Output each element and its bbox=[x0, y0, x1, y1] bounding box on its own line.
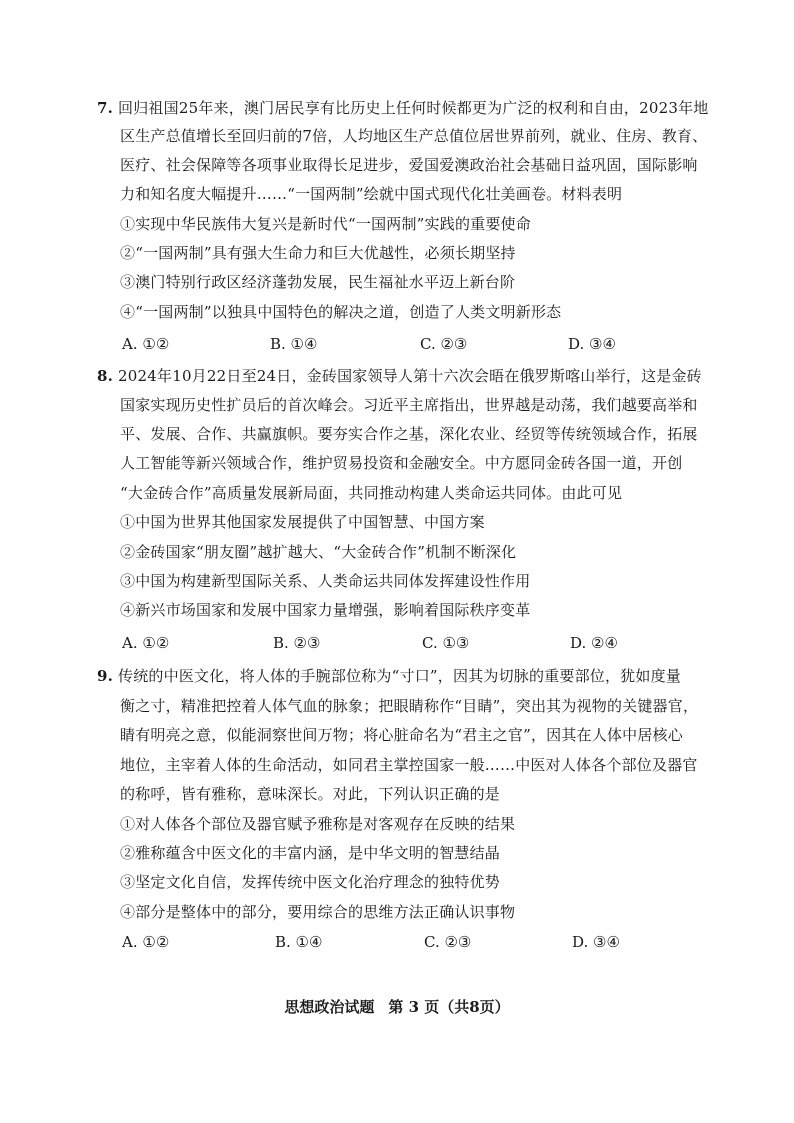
question-stem-text: 2024年10月22日至24日，金砖国家领导人第十六次会晤在俄罗斯喀山举行，这是金砖 bbox=[118, 367, 702, 385]
statement: ②“一国两制”具有强大生命力和巨大优越性，必须长期坚持 bbox=[120, 244, 516, 262]
option-d: D. ③④ bbox=[572, 933, 620, 951]
question-number: 9. bbox=[97, 667, 114, 685]
footer-subject: 思想政治试题 bbox=[284, 998, 375, 1016]
option-d: D. ③④ bbox=[568, 335, 616, 353]
statement: ①中国为世界其他国家发展提供了中国智慧、中国方案 bbox=[120, 513, 485, 531]
option-c: C. ②③ bbox=[424, 933, 472, 951]
page-footer bbox=[0, 997, 794, 1017]
question-7-line-3: 医疗、社会保障等各项事业取得长足进步，爱国爱澳政治社会基础日益巩固，国际影响 bbox=[120, 156, 698, 174]
option-a: A. ①② bbox=[122, 335, 170, 353]
option-a: A. ①② bbox=[122, 933, 170, 951]
question-8-line-2: 国家实现历史性扩员后的首次峰会。习近平主席指出，世界越是动荡，我们越要高举和 bbox=[120, 396, 698, 414]
statement: ④新兴市场国家和发展中国家力量增强，影响着国际秩序变革 bbox=[120, 601, 531, 619]
option-b: B. ①④ bbox=[275, 933, 323, 951]
question-8-line-4: 人工智能等新兴领域合作，维护贸易投资和金融安全。中方愿同金砖各国一道，开创 bbox=[120, 454, 683, 472]
question-8-line-5: “大金砖合作”高质量发展新局面，共同推动构建人类命运共同体。由此可见 bbox=[120, 484, 623, 502]
statement: ③中国为构建新型国际关系、人类命运共同体发挥建设性作用 bbox=[120, 572, 531, 590]
statement: ②雅称蕴含中医文化的丰富内涵，是中华文明的智慧结晶 bbox=[120, 844, 501, 862]
question-stem-text: 传统的中医文化，将人体的手腕部位称为“寸口”，因其为切脉的重要部位，犹如度量 bbox=[118, 667, 681, 685]
question-9-line-2: 衡之寸，精准把控着人体气血的脉象；把眼睛称作“目睛”，突出其为视物的关键器官， bbox=[120, 697, 699, 715]
statement: ④部分是整体中的部分，要用综合的思维方法正确认识事物 bbox=[120, 903, 516, 921]
option-b: B. ①④ bbox=[270, 335, 318, 353]
question-7-line-4: 力和知名度大幅提升……“一国两制”绘就中国式现代化壮美画卷。材料表明 bbox=[120, 185, 623, 203]
question-7-line-1 bbox=[97, 98, 709, 118]
footer-page-number: 第 3 页（共8页） bbox=[388, 998, 510, 1016]
question-7-line-2: 区生产总值增长至回归前的7倍，人均地区生产总值位居世界前列，就业、住房、教育、 bbox=[120, 127, 708, 145]
statement: ④“一国两制”以独具中国特色的解决之道，创造了人类文明新形态 bbox=[120, 303, 562, 321]
option-b: B. ②③ bbox=[273, 634, 321, 652]
question-9-line-4: 地位，主宰着人体的生命活动，如同君主掌控国家一般……中医对人体各个部位及器官 bbox=[120, 756, 698, 774]
statement: ③澳门特别行政区经济蓬勃发展，民生福祉水平迈上新台阶 bbox=[120, 273, 516, 291]
question-8-line-1 bbox=[97, 366, 702, 386]
statement: ①实现中华民族伟大复兴是新时代“一国两制”实践的重要使命 bbox=[120, 215, 531, 233]
question-stem-text: 回归祖国25年来，澳门居民享有比历史上任何时候都更为广泛的权利和自由，2023年地 bbox=[118, 99, 709, 117]
option-c: C. ②③ bbox=[420, 335, 468, 353]
question-number: 8. bbox=[97, 367, 114, 385]
question-8-line-3: 平、发展、合作、共赢旗帜。要夯实合作之基，深化农业、经贸等传统领域合作，拓展 bbox=[120, 425, 698, 443]
question-9-line-5: 的称呼，皆有雅称，意味深长。对此，下列认识正确的是 bbox=[120, 785, 501, 803]
statement: ②金砖国家“朋友圈”越扩越大、“大金砖合作”机制不断深化 bbox=[120, 543, 517, 561]
question-number: 7. bbox=[97, 99, 114, 117]
question-9-line-1 bbox=[97, 666, 681, 686]
statement: ①对人体各个部位及器官赋予雅称是对客观存在反映的结果 bbox=[120, 815, 516, 833]
option-d: D. ②④ bbox=[570, 634, 618, 652]
option-a: A. ①② bbox=[122, 634, 170, 652]
question-9-line-3: 睛有明亮之意，似能洞察世间万物；将心脏命名为“君主之官”，因其在人体中居核心 bbox=[120, 726, 683, 744]
statement: ③坚定文化自信，发挥传统中医文化治疗理念的独特优势 bbox=[120, 873, 501, 891]
option-c: C. ①③ bbox=[422, 634, 470, 652]
